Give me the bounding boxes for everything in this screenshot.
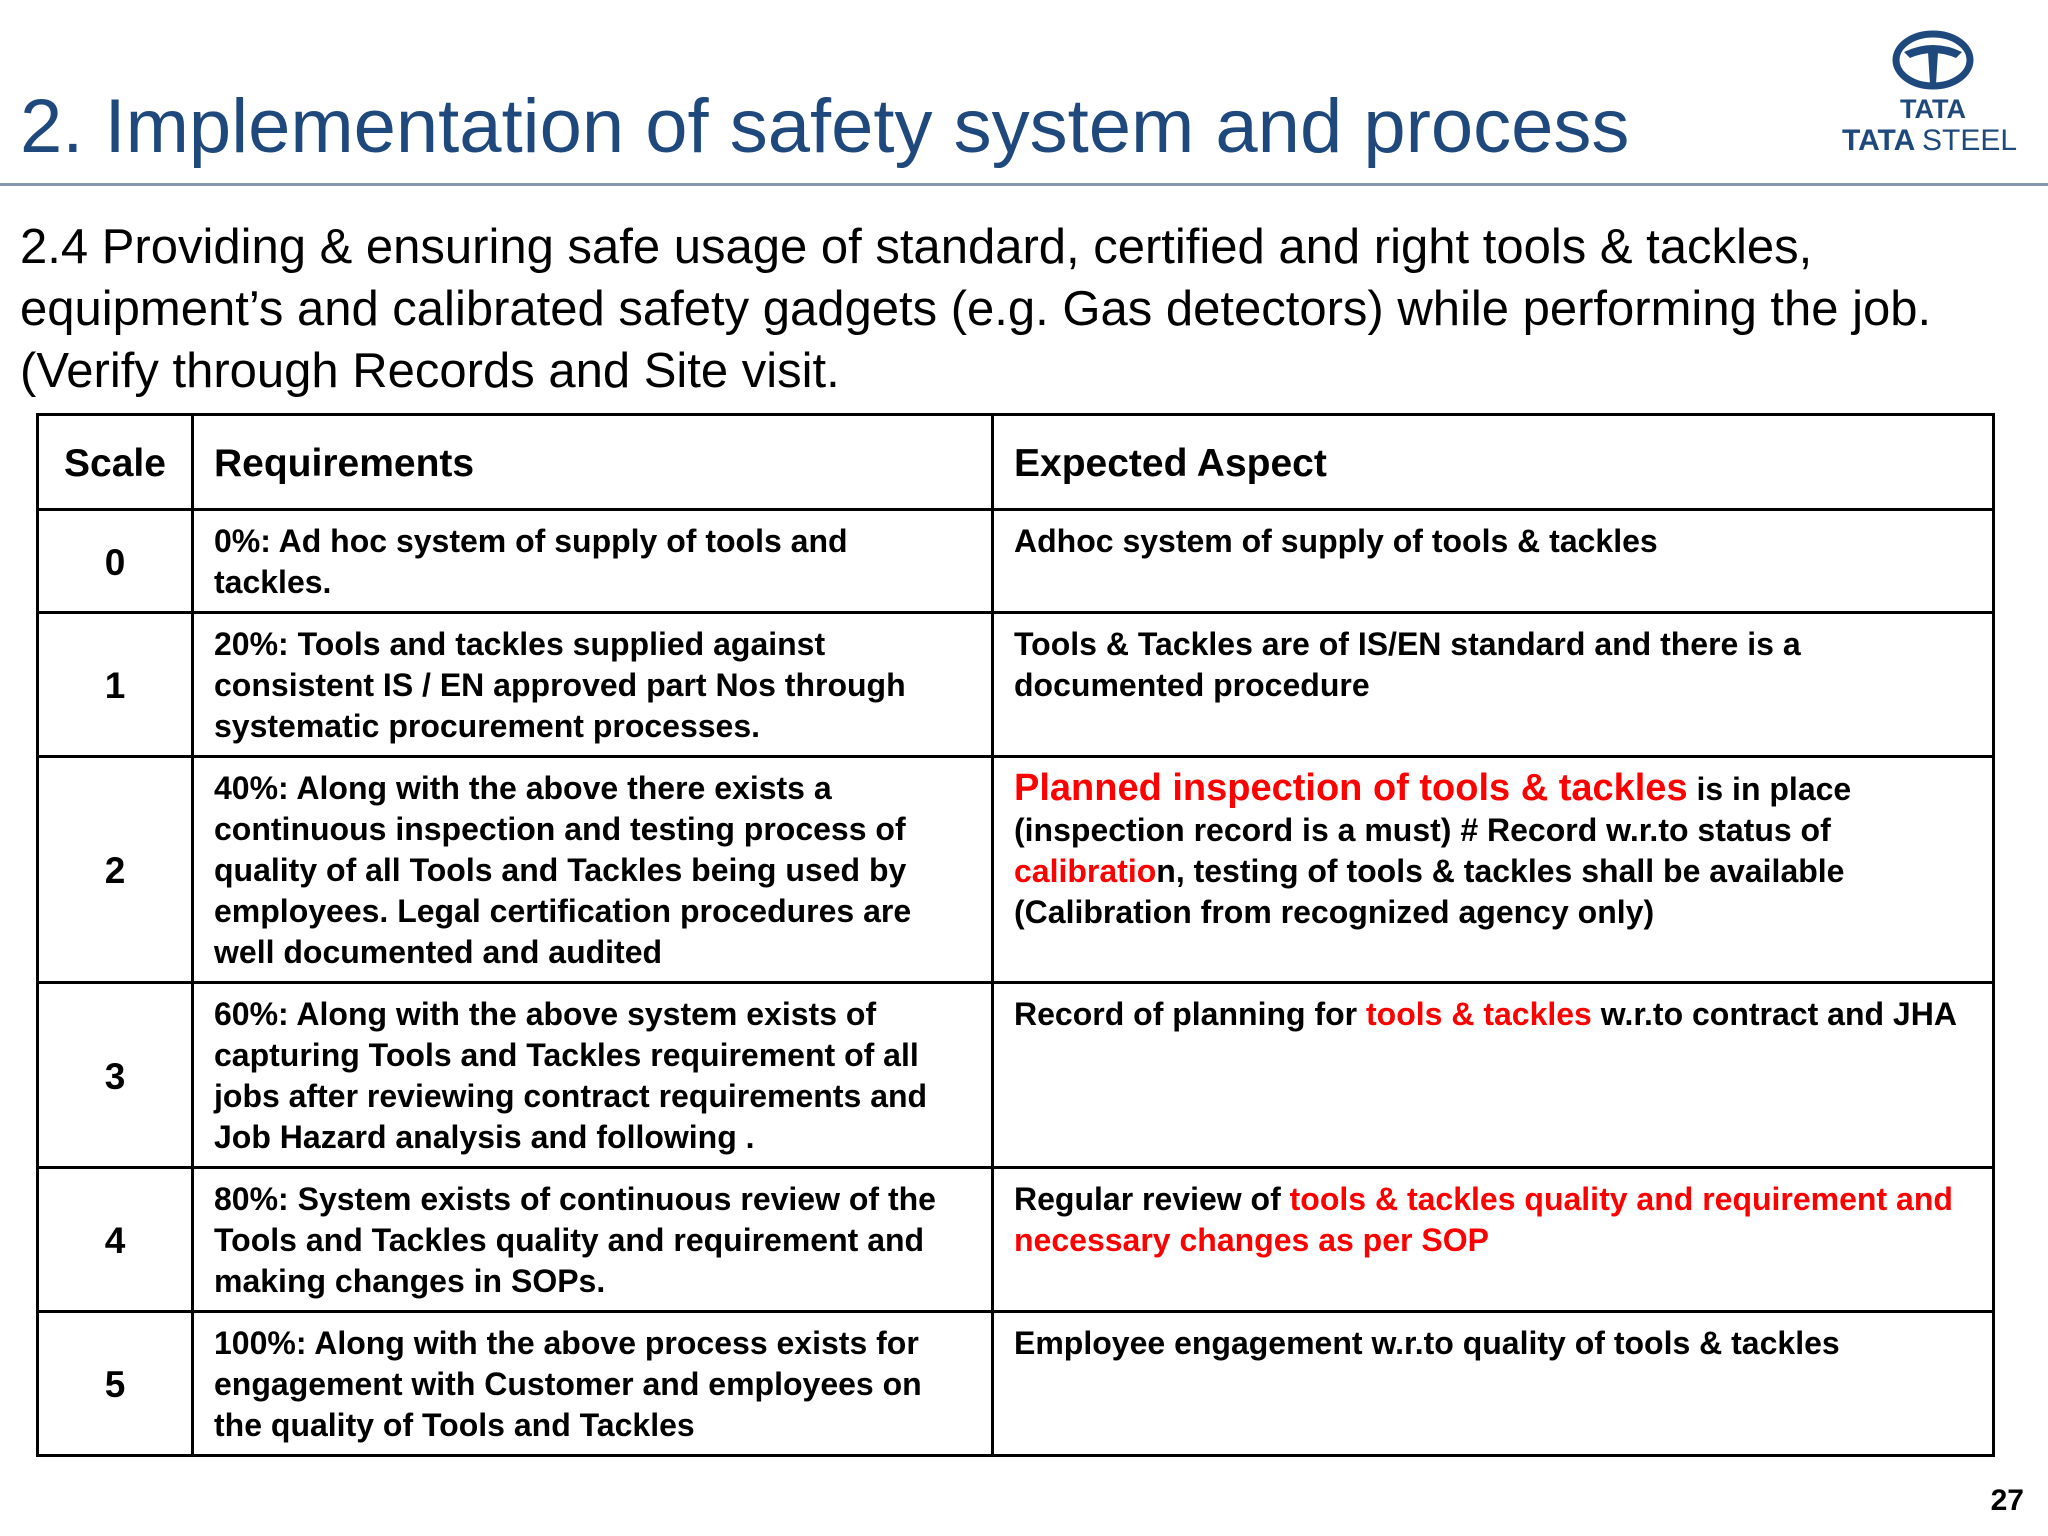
title-divider xyxy=(0,183,2048,186)
requirement-cell: 20%: Tools and tackles supplied against consistent IS / EN approved part Nos through systematic procurement processes. xyxy=(193,613,993,757)
requirement-cell: 80%: System exists of continuous review of the Tools and Tackles quality and requirement and making changes in SOPs. xyxy=(193,1168,993,1312)
header-expected-aspect: Expected Aspect xyxy=(993,415,1994,510)
scale-cell: 3 xyxy=(38,983,193,1168)
expected-highlight-text: tools & tackles quality and requirement and necessary changes as per SOP xyxy=(1014,1181,1953,1258)
expected-text: n, testing of tools & tackles shall be available (Calibration from recognized agency only) xyxy=(1014,853,1845,930)
expected-cell xyxy=(993,1168,1994,1312)
expected-highlight-text: calibratio xyxy=(1014,853,1157,889)
table-row xyxy=(38,1168,1994,1312)
expected-text: is in place (inspection record is a must) # Record w.r.to status of xyxy=(1014,771,1852,848)
tata-steel-logo xyxy=(1838,30,2028,160)
expected-cell xyxy=(993,1312,1994,1456)
expected-text: Record of planning for xyxy=(1014,996,1366,1032)
scale-table xyxy=(36,413,1995,1457)
expected-text: Employee engagement w.r.to quality of tools & tackles xyxy=(1014,1325,1840,1361)
scale-cell: 0 xyxy=(38,510,193,613)
requirement-cell: 0%: Ad hoc system of supply of tools and tackles. xyxy=(193,510,993,613)
expected-cell xyxy=(993,983,1994,1168)
requirement-cell: 60%: Along with the above system exists of capturing Tools and Tackles requirement of all jobs after reviewing contract requirements and Job Hazard analysis and following . xyxy=(193,983,993,1168)
requirement-cell: 40%: Along with the above there exists a continuous inspection and testing process of quality of all Tools and Tackles being used by employees. Legal certification procedures are well documented and audited xyxy=(193,757,993,983)
expected-highlight-text: Planned inspection of tools & tackles xyxy=(1014,767,1688,809)
expected-highlight-text: tools & tackles xyxy=(1365,996,1592,1032)
tata-logo-icon xyxy=(1838,30,2028,160)
scale-cell: 4 xyxy=(38,1168,193,1312)
logo-word-light: STEEL xyxy=(1922,124,2018,157)
scale-cell: 5 xyxy=(38,1312,193,1456)
section-subtitle: 2.4 Providing & ensuring safe usage of standard, certified and right tools & tackles, equipment’s and calibrated safety gadgets (e.g. Gas detectors) while performing the job. (Verify through Records and Site visit. xyxy=(20,220,1932,398)
page-title: 2. Implementation of safety system and process xyxy=(20,84,1630,169)
table-row xyxy=(38,983,1994,1168)
table-row xyxy=(38,757,1994,983)
requirement-cell: 100%: Along with the above process exists for engagement with Customer and employees on the quality of Tools and Tackles xyxy=(193,1312,993,1456)
logo-word-top: TATA xyxy=(1900,94,1966,124)
expected-text: w.r.to contract and JHA xyxy=(1591,996,1957,1032)
scale-cell: 1 xyxy=(38,613,193,757)
expected-text: Adhoc system of supply of tools & tackles xyxy=(1014,523,1658,559)
page-number: 27 xyxy=(1990,1484,2024,1517)
table-row xyxy=(38,510,1994,613)
header-scale: Scale xyxy=(38,415,193,510)
table-row xyxy=(38,1312,1994,1456)
expected-text: Tools & Tackles are of IS/EN standard and there is a documented procedure xyxy=(1014,626,1801,703)
scale-table-container xyxy=(36,413,1992,1457)
expected-cell xyxy=(993,757,1994,983)
expected-cell xyxy=(993,510,1994,613)
header-requirements: Requirements xyxy=(193,415,993,510)
table-row xyxy=(38,613,1994,757)
scale-cell: 2 xyxy=(38,757,193,983)
logo-word-bold: TATA xyxy=(1842,124,1916,157)
expected-cell xyxy=(993,613,1994,757)
expected-text: Regular review of xyxy=(1014,1181,1290,1217)
table-header-row xyxy=(38,415,1994,510)
